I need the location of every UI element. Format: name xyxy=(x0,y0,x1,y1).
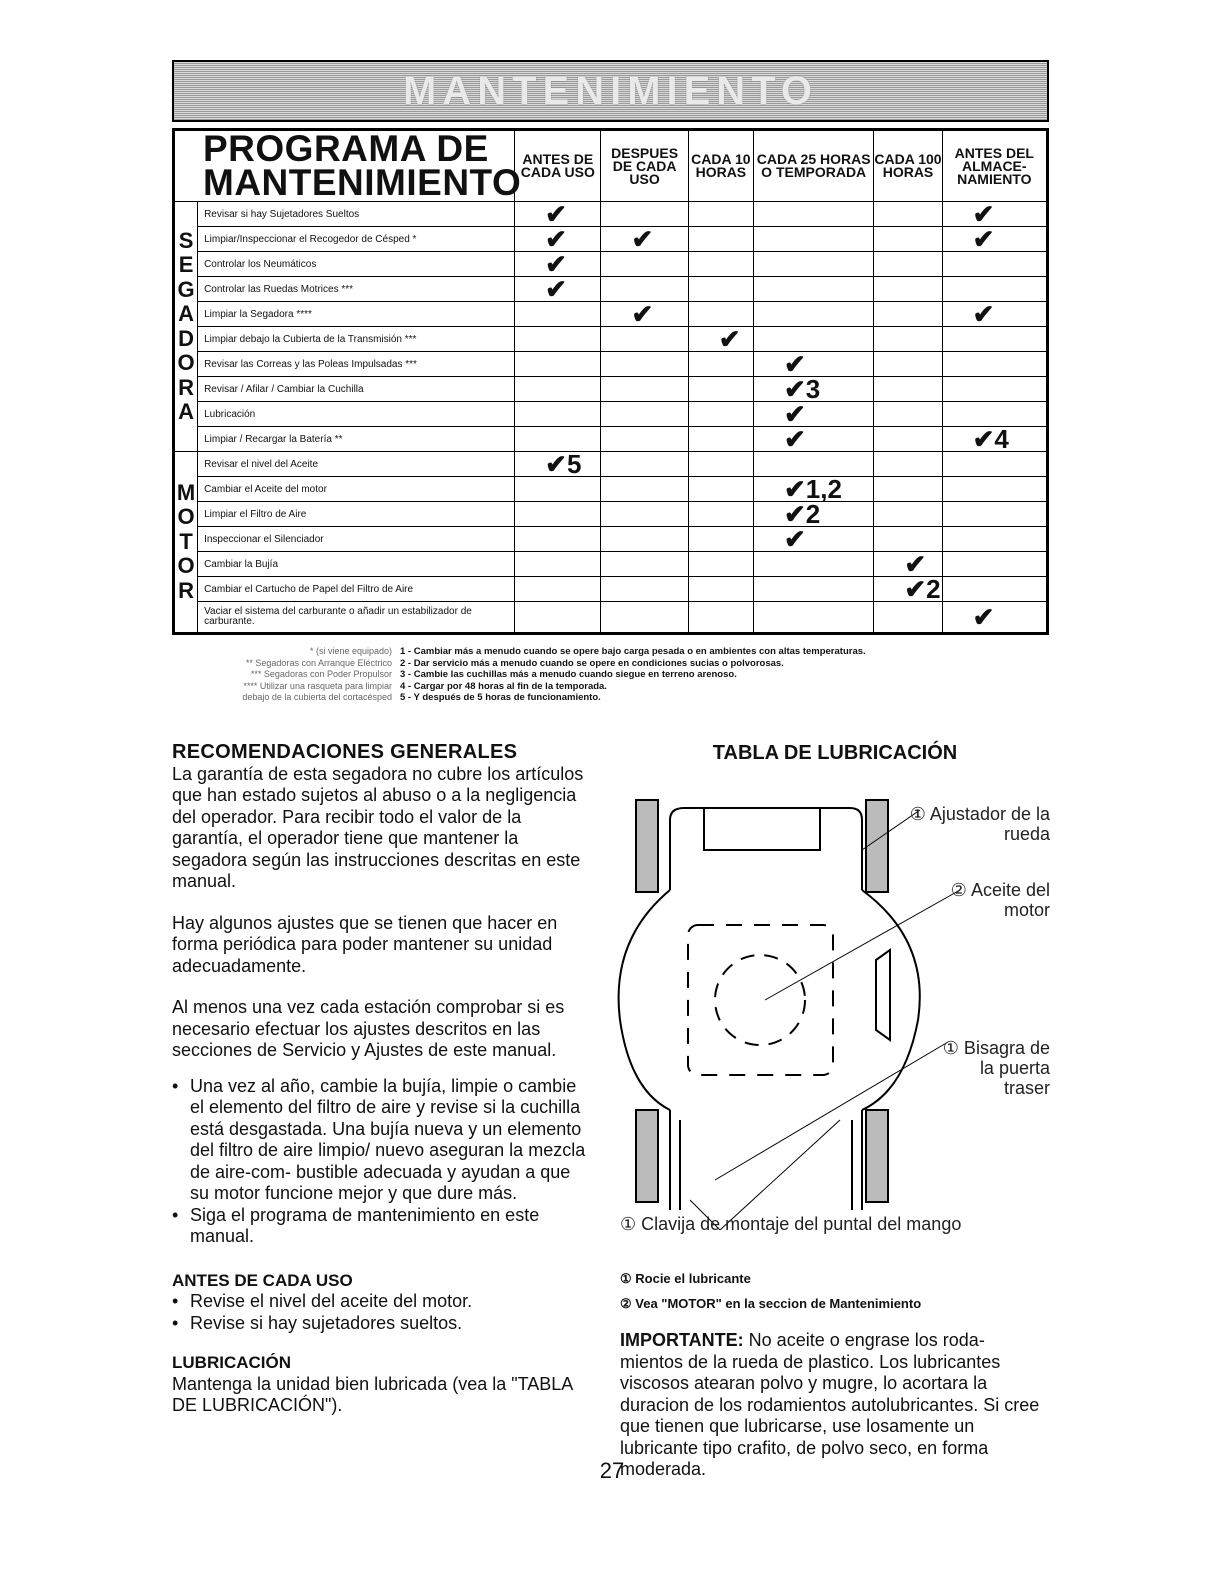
col-header: ANTES DE CADA USO xyxy=(515,130,601,202)
check-mark-cell xyxy=(942,527,1047,552)
check-mark-cell xyxy=(688,427,753,452)
table-row xyxy=(174,402,1048,427)
footnote-row xyxy=(172,681,1072,693)
check-mark-cell xyxy=(601,352,688,377)
check-mark-cell xyxy=(753,302,873,327)
list-item: • Siga el programa de mantenimiento en este manual. xyxy=(190,1205,592,1248)
task-cell: Controlar los Neumáticos xyxy=(198,252,515,277)
check-mark-cell xyxy=(874,602,942,634)
check-mark-cell: ✔ xyxy=(688,327,753,352)
check-mark-cell xyxy=(515,552,601,577)
footnote-key: *** Segadoras con Poder Propulsor xyxy=(250,669,392,679)
lubrication-legend xyxy=(620,1262,1050,1481)
check-mark-cell xyxy=(688,502,753,527)
footnote-row xyxy=(172,658,1072,670)
check-mark-cell: ✔ xyxy=(942,302,1047,327)
check-mark-cell xyxy=(601,502,688,527)
check-mark-cell xyxy=(515,327,601,352)
footnote-text: 5 - Y después de 5 horas de funcionamiento. xyxy=(400,692,601,703)
check-mark-cell xyxy=(688,402,753,427)
check-mark-cell xyxy=(874,277,942,302)
check-mark-cell xyxy=(942,352,1047,377)
check-mark-cell: ✔2 xyxy=(753,502,873,527)
table-row xyxy=(174,502,1048,527)
footnote-text: 1 - Cambiar más a menudo cuando se opere bajo carga pesada o en ambientes con altas temperaturas. xyxy=(400,646,866,657)
check-mark-cell xyxy=(942,277,1047,302)
check-mark-cell xyxy=(874,352,942,377)
legend-item: ② Vea "MOTOR" en la seccion de Mantenimiento xyxy=(620,1296,922,1311)
table-row xyxy=(174,427,1048,452)
check-mark-cell xyxy=(601,377,688,402)
check-mark-cell xyxy=(515,427,601,452)
check-mark-cell xyxy=(942,252,1047,277)
check-mark-cell xyxy=(753,577,873,602)
footnote-text: 3 - Cambie las cuchillas más a menudo cuando siegue en terreno arenoso. xyxy=(400,669,737,680)
check-mark-cell xyxy=(874,427,942,452)
footnotes xyxy=(172,646,1072,704)
mower-lubrication-diagram xyxy=(600,790,1060,1230)
check-mark-cell xyxy=(688,302,753,327)
check-mark-cell xyxy=(688,602,753,634)
check-mark-cell xyxy=(942,552,1047,577)
check-mark-cell xyxy=(753,602,873,634)
task-cell: Lubricación xyxy=(198,402,515,427)
check-mark-cell xyxy=(874,527,942,552)
check-mark-cell: ✔ xyxy=(753,402,873,427)
page-number: 27 xyxy=(599,1458,625,1483)
task-cell: Limpiar debajo la Cubierta de la Transmisión *** xyxy=(198,327,515,352)
check-mark-cell xyxy=(753,202,873,227)
important-label: IMPORTANTE: xyxy=(620,1330,744,1350)
check-mark-cell xyxy=(601,427,688,452)
check-mark-cell xyxy=(874,452,942,477)
banner-title: MANTENIMIENTO xyxy=(402,69,819,113)
task-cell: Limpiar el Filtro de Aire xyxy=(198,502,515,527)
bullet-list xyxy=(172,1291,592,1334)
task-cell: Vaciar el sistema del carburante o añadir un estabilizador de carburante. xyxy=(198,602,515,634)
task-cell: Cambiar la Bujía xyxy=(198,552,515,577)
check-mark-cell xyxy=(688,352,753,377)
check-mark-cell xyxy=(515,477,601,502)
check-mark-cell xyxy=(753,452,873,477)
task-cell: Revisar / Afilar / Cambiar la Cuchilla xyxy=(198,377,515,402)
wheel-icon xyxy=(866,800,888,892)
check-mark-cell: ✔ xyxy=(601,227,688,252)
check-mark-cell xyxy=(688,277,753,302)
schedule-title xyxy=(174,128,522,203)
table-row xyxy=(174,252,1048,277)
left-column xyxy=(172,742,592,1417)
check-mark-cell xyxy=(688,477,753,502)
check-mark-cell xyxy=(688,202,753,227)
check-mark-cell xyxy=(753,277,873,302)
check-mark-cell xyxy=(601,477,688,502)
task-cell: Limpiar / Recargar la Batería ** xyxy=(198,427,515,452)
maintenance-schedule-table xyxy=(172,128,1049,635)
check-mark-cell: ✔ xyxy=(601,302,688,327)
check-mark-cell xyxy=(515,402,601,427)
col-header: CADA 10 HORAS xyxy=(688,130,753,202)
task-cell: Controlar las Ruedas Motrices *** xyxy=(198,277,515,302)
motor-section-label: M O T O R xyxy=(174,452,198,634)
list-item: • Revise el nivel del aceite del motor. xyxy=(190,1291,592,1313)
table-row xyxy=(174,302,1048,327)
footnote-row xyxy=(172,692,1072,704)
check-mark-cell: ✔ xyxy=(515,202,601,227)
check-mark-cell xyxy=(688,377,753,402)
schedule-title-line2: MANTENIMIENTO xyxy=(203,162,522,203)
check-mark-cell: ✔2 xyxy=(874,577,942,602)
footnote-key: * (si viene equipado) xyxy=(309,646,392,656)
label-rear-door-hinge: ① Bisagra de la puerta traser xyxy=(942,1038,1050,1098)
general-recommendations-heading: RECOMENDACIONES GENERALES xyxy=(172,741,518,763)
col-header: CADA 25 HORAS O TEMPORADA xyxy=(753,130,873,202)
right-column xyxy=(620,742,1050,765)
check-mark-cell: ✔ xyxy=(874,552,942,577)
task-cell: Revisar las Correas y las Poleas Impulsadas *** xyxy=(198,352,515,377)
check-mark-cell xyxy=(601,402,688,427)
check-mark-cell: ✔ xyxy=(942,602,1047,634)
check-mark-cell xyxy=(753,227,873,252)
label-wheel-adjuster: ① Ajustador de la rueda xyxy=(909,804,1050,844)
check-mark-cell xyxy=(601,202,688,227)
check-mark-cell xyxy=(515,352,601,377)
lubrication-chart-heading: TABLA DE LUBRICACIÓN xyxy=(712,742,958,764)
check-mark-cell: ✔5 xyxy=(515,452,601,477)
check-mark-cell xyxy=(515,577,601,602)
check-mark-cell xyxy=(601,577,688,602)
label-handle-bracket-pin: ① Clavija de montaje del puntal del mango xyxy=(620,1214,962,1234)
table-row xyxy=(174,452,1048,477)
check-mark-cell: ✔ xyxy=(515,227,601,252)
check-mark-cell xyxy=(688,452,753,477)
check-mark-cell: ✔4 xyxy=(942,427,1047,452)
check-mark-cell xyxy=(942,577,1047,602)
lubrication-heading: LUBRICACIÓN xyxy=(172,1353,291,1372)
check-mark-cell: ✔ xyxy=(515,252,601,277)
check-mark-cell xyxy=(601,277,688,302)
bullet-list xyxy=(172,1076,592,1248)
footnote-key: **** Utilizar una rasqueta para limpiar xyxy=(243,680,392,691)
task-cell: Inspeccionar el Silenciador xyxy=(198,527,515,552)
segadora-section-label: S E G A D O R A xyxy=(174,202,198,452)
check-mark-cell xyxy=(753,252,873,277)
lubrication-text: Mantenga la unidad bien lubricada (vea la "TABLA DE LUBRICACIÓN"). xyxy=(172,1373,573,1415)
check-mark-cell: ✔3 xyxy=(753,377,873,402)
list-item: • Revise si hay sujetadores sueltos. xyxy=(190,1313,592,1335)
check-mark-cell xyxy=(874,252,942,277)
list-item: • Una vez al año, cambie la bujía, limpie o cambie el elemento del filtro de aire y revise si la cuchilla está desgastada. Una bujía nueva y un elemento del filtro de aire limpio/ nuevo aseguran la mezcla de aire-com- bustible adecuada y ayudan a que su motor funcione mejor y que dure más. xyxy=(190,1076,592,1205)
check-mark-cell xyxy=(601,452,688,477)
table-row xyxy=(174,227,1048,252)
task-cell: Limpiar/Inspeccionar el Recogedor de Césped * xyxy=(198,227,515,252)
table-row xyxy=(174,352,1048,377)
paragraph: Al menos una vez cada estación comprobar si es necesario efectuar los ajustes descritos en las secciones de Servicio y Ajustes de este manual. xyxy=(172,997,565,1060)
legend-item: ① Rocie el lubricante xyxy=(620,1271,751,1286)
check-mark-cell xyxy=(874,477,942,502)
paragraph: Hay algunos ajustes que se tienen que hacer en forma periódica para poder mantener su unidad adecuadamente. xyxy=(172,912,558,976)
check-mark-cell xyxy=(515,527,601,552)
task-cell: Limpiar la Segadora **** xyxy=(198,302,515,327)
check-mark-cell xyxy=(601,252,688,277)
important-text: No aceite o engrase los roda- mientos de la rueda de plastico. Los lubricantes viscosos atearan polvo y mugre, lo acortara la duracion de los rodamientos autolubricantes. Si cree que tienen que lubricarse, use losamente un lubricante tipo crafito, de polvo seco, en forma moderada. xyxy=(620,1330,1040,1479)
task-cell: Revisar el nivel del Aceite xyxy=(198,452,515,477)
check-mark-cell: ✔ xyxy=(515,277,601,302)
check-mark-cell xyxy=(688,227,753,252)
col-header: ANTES DEL ALMACE- NAMIENTO xyxy=(942,130,1047,202)
col-header: DESPUES DE CADA USO xyxy=(601,130,688,202)
task-cell: Revisar si hay Sujetadores Sueltos xyxy=(198,202,515,227)
check-mark-cell xyxy=(601,602,688,634)
check-mark-cell xyxy=(874,402,942,427)
check-mark-cell xyxy=(515,602,601,634)
check-mark-cell xyxy=(753,552,873,577)
check-mark-cell xyxy=(942,452,1047,477)
check-mark-cell xyxy=(515,302,601,327)
check-mark-cell xyxy=(874,202,942,227)
table-row xyxy=(174,602,1048,634)
check-mark-cell xyxy=(874,327,942,352)
check-mark-cell xyxy=(942,402,1047,427)
table-row xyxy=(174,552,1048,577)
table-row xyxy=(174,477,1048,502)
check-mark-cell: ✔ xyxy=(753,427,873,452)
before-each-use-heading: ANTES DE CADA USO xyxy=(172,1270,353,1290)
check-mark-cell: ✔ xyxy=(753,527,873,552)
paragraph: La garantía de esta segadora no cubre los artículos que han estado sujetos al abuso o a la negligencia del operador. Para recibir todo el valor de la garantía, el operador tiene que mantener la segadora según las instrucciones descritas en este manual. xyxy=(172,763,584,891)
check-mark-cell xyxy=(601,527,688,552)
check-mark-cell xyxy=(601,327,688,352)
check-mark-cell xyxy=(874,502,942,527)
wheel-icon xyxy=(636,800,658,892)
footnote-row xyxy=(172,646,1072,658)
check-mark-cell xyxy=(753,327,873,352)
table-row xyxy=(174,327,1048,352)
check-mark-cell xyxy=(688,252,753,277)
check-mark-cell xyxy=(942,327,1047,352)
task-cell: Cambiar el Aceite del motor xyxy=(198,477,515,502)
check-mark-cell xyxy=(942,377,1047,402)
footnote-row xyxy=(172,669,1072,681)
col-header: CADA 100 HORAS xyxy=(874,130,942,202)
check-mark-cell xyxy=(515,377,601,402)
task-cell: Cambiar el Cartucho de Papel del Filtro de Aire xyxy=(198,577,515,602)
footnote-text: 4 - Cargar por 48 horas al fin de la temporada. xyxy=(400,680,607,692)
check-mark-cell xyxy=(688,552,753,577)
table-row xyxy=(174,527,1048,552)
check-mark-cell xyxy=(688,527,753,552)
check-mark-cell: ✔ xyxy=(753,352,873,377)
check-mark-cell xyxy=(942,477,1047,502)
label-engine-oil: ② Aceite del motor xyxy=(950,880,1050,920)
wheel-icon xyxy=(636,1110,658,1202)
table-row xyxy=(174,277,1048,302)
check-mark-cell xyxy=(874,377,942,402)
check-mark-cell xyxy=(874,302,942,327)
footnote-text: 2 - Dar servicio más a menudo cuando se opere en condiciones sucias o polvorosas. xyxy=(400,657,784,669)
check-mark-cell: ✔ xyxy=(942,202,1047,227)
check-mark-cell xyxy=(874,227,942,252)
check-mark-cell xyxy=(688,577,753,602)
table-row xyxy=(174,377,1048,402)
wheel-icon xyxy=(866,1110,888,1202)
check-mark-cell xyxy=(601,552,688,577)
table-row xyxy=(174,577,1048,602)
check-mark-cell: ✔1,2 xyxy=(753,477,873,502)
footnote-key: debajo de la cubierta del cortacésped xyxy=(242,692,392,702)
check-mark-cell xyxy=(942,502,1047,527)
footnote-key: ** Segadoras con Arranque Eléctrico xyxy=(245,657,392,668)
section-banner xyxy=(172,60,1049,122)
schedule-header-row xyxy=(174,130,1048,202)
table-row xyxy=(174,202,1048,227)
check-mark-cell: ✔ xyxy=(942,227,1047,252)
check-mark-cell xyxy=(515,502,601,527)
schedule-title-line1: PROGRAMA DE xyxy=(203,128,489,169)
